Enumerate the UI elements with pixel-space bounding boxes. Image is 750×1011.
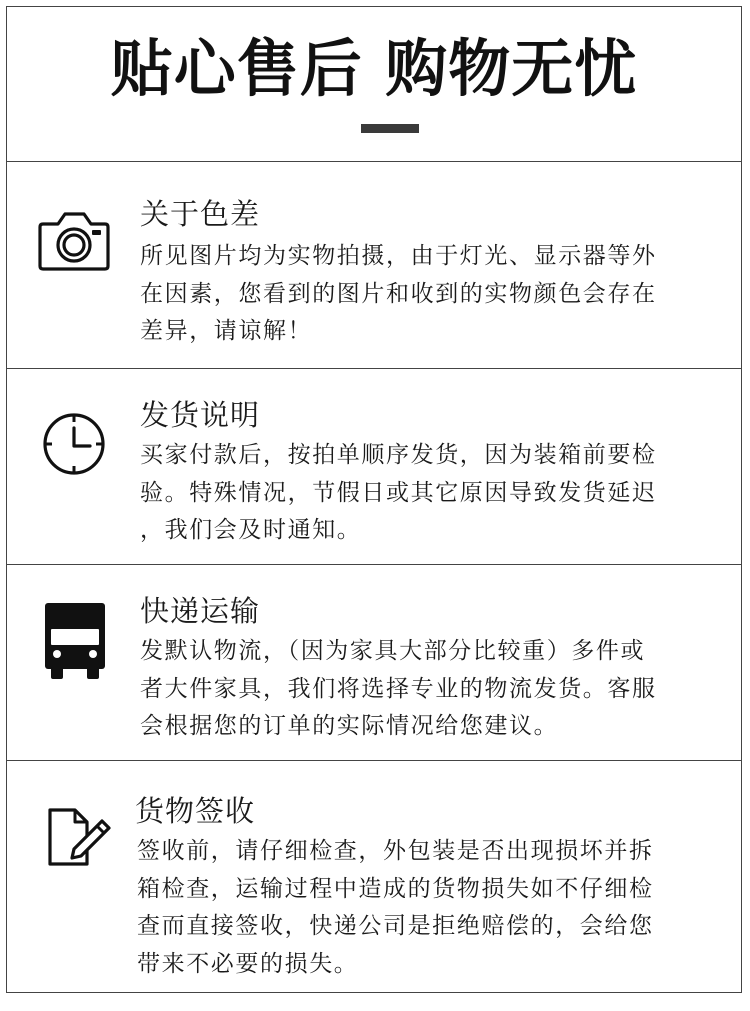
body-line: 带来不必要的损失。 (137, 950, 359, 977)
camera-icon (37, 210, 111, 272)
section-title: 关于色差 (140, 197, 261, 231)
section-shipping (7, 369, 741, 565)
body-line: 买家付款后，按拍单顺序发货，因为装箱前要检 (140, 442, 657, 468)
section-body (140, 238, 715, 351)
body-line: ，我们会及时通知。 (140, 517, 362, 543)
sign-document-icon (47, 807, 113, 867)
body-line: 箱检查，运输过程中造成的货物损失如不仔细检 (137, 875, 654, 902)
body-line: 验。特殊情况，节假日或其它原因导致发货延迟 (140, 479, 657, 506)
clock-icon (41, 411, 107, 477)
body-line: 签收前，请仔细检查，外包装是否出现损坏并拆 (137, 838, 654, 864)
body-line: 查而直接签收，快递公司是拒绝赔偿的，会给您 (137, 913, 654, 939)
body-line: 差异，请谅解！ (140, 318, 313, 344)
page-frame (6, 6, 742, 993)
section-body (140, 437, 715, 550)
section-body (137, 833, 712, 983)
section-title: 货物签收 (135, 794, 256, 828)
section-title: 快递运输 (140, 594, 261, 628)
section-goods-receipt (7, 761, 741, 994)
section-body (140, 633, 715, 746)
body-line: 会根据您的订单的实际情况给您建议。 (140, 713, 559, 739)
body-line: 者大件家具，我们将选择专业的物流发货。客服 (140, 675, 657, 702)
body-line: 发默认物流，（因为家具大部分比较重）多件或 (140, 638, 646, 664)
section-color-difference (7, 162, 741, 369)
page-title: 贴心售后 购物无忧 (110, 32, 638, 105)
section-title: 发货说明 (140, 398, 261, 432)
body-line: 所见图片均为实物拍摄，由于灯光、显示器等外 (140, 243, 657, 269)
title-underline (361, 124, 419, 133)
body-line: 在因素，您看到的图片和收到的实物颜色会存在 (140, 280, 657, 307)
truck-icon (43, 601, 107, 681)
header (7, 7, 741, 162)
section-express-transport (7, 565, 741, 761)
